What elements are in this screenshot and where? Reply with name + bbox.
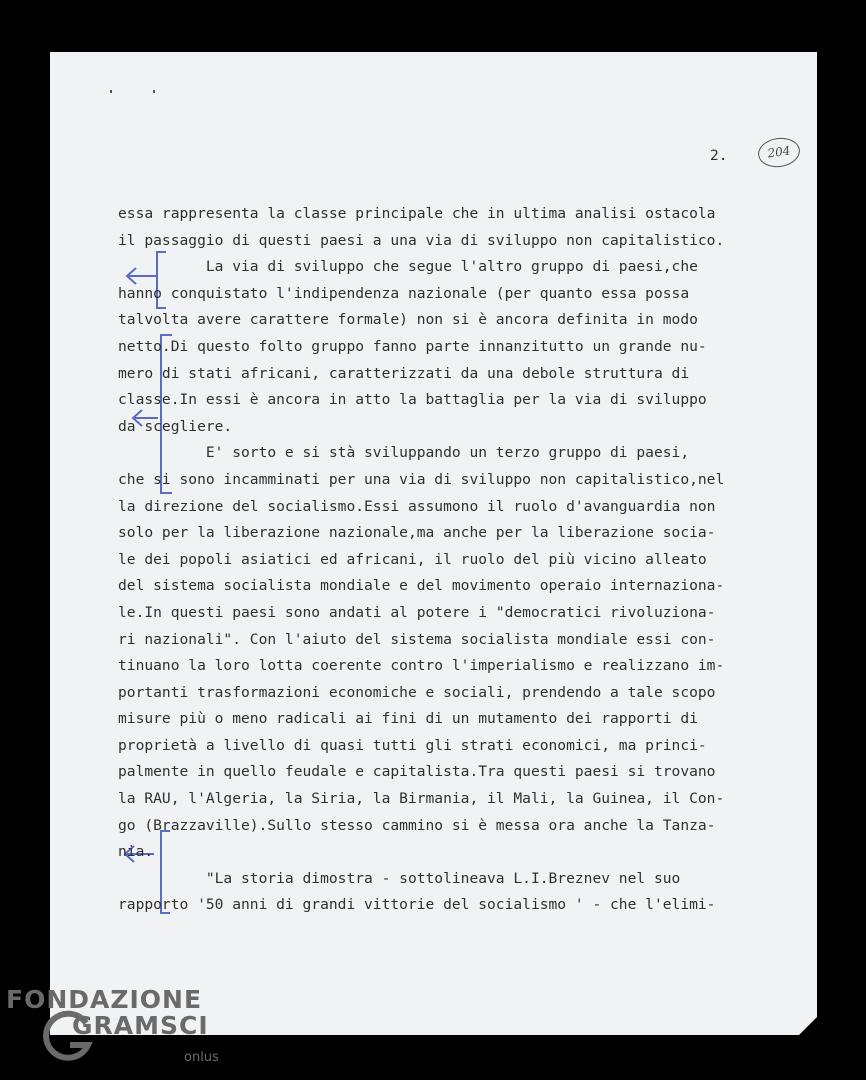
text-line: hanno conquistato l'indipendenza nazionale (per quanto essa possa [118, 284, 690, 302]
logo-suffix: onlus [184, 1050, 219, 1065]
text-line: tinuano la loro lotta coerente contro l'imperialismo e realizzano im- [118, 657, 725, 675]
logo-g-icon [40, 1009, 96, 1065]
page-corner [799, 1017, 817, 1035]
logo-line-1: FONDAZIONE [6, 985, 203, 1014]
text-line: E' sorto e si stà sviluppando un terzo gruppo di paesi, [118, 444, 690, 462]
text-line: classe.In essi è ancora in atto la battaglia per la via di sviluppo [118, 391, 707, 409]
text-line: solo per la liberazione nazionale,ma anche per la liberazione socia- [118, 524, 716, 542]
text-line: rapporto '50 anni di grandi vittorie del socialismo ' - che l'elimi- [118, 896, 716, 914]
watermark-logo [6, 985, 219, 1065]
logo-line-2: GRAMSCI [72, 1011, 209, 1040]
folio-stamp: 204 [756, 135, 802, 170]
punch-mark [153, 90, 155, 93]
text-line: go (Brazzaville).Sullo stesso cammino si è messa ora anche la Tanza- [118, 816, 716, 834]
text-line: talvolta avere carattere formale) non si è ancora definita in modo [118, 311, 698, 329]
text-line: nia. [118, 843, 154, 861]
text-line: che si sono incamminati per una via di sviluppo non capitalistico,nel [118, 470, 725, 488]
text-line: portanti trasformazioni economiche e sociali, prendendo a tale scopo [118, 683, 716, 701]
text-line: le dei popoli asiatici ed africani, il ruolo del più vicino alleato [118, 550, 707, 568]
text-line: "La storia dimostra - sottolineava L.I.Breznev nel suo [118, 869, 681, 887]
text-line: mero di stati africani, caratterizzati da una debole struttura di [118, 364, 690, 382]
text-line: le.In questi paesi sono andati al potere i "democratici rivoluziona- [118, 603, 716, 621]
typed-text [118, 201, 758, 919]
page-number: 2. [710, 148, 728, 164]
punch-mark [110, 90, 112, 93]
text-line: da scegliere. [118, 417, 233, 435]
text-line: ri nazionali". Con l'aiuto del sistema socialista mondiale essi con- [118, 630, 716, 648]
text-line: netto.Di questo folto gruppo fanno parte innanzitutto un grande nu- [118, 337, 707, 355]
text-line: La via di sviluppo che segue l'altro gruppo di paesi,che [118, 258, 698, 276]
text-line: la RAU, l'Algeria, la Siria, la Birmania, il Mali, la Guinea, il Con- [118, 790, 725, 808]
text-line: misure più o meno radicali ai fini di un mutamento dei rapporti di [118, 710, 698, 728]
text-line: la direzione del socialismo.Essi assumono il ruolo d'avanguardia non [118, 497, 716, 515]
text-line: essa rappresenta la classe principale che in ultima analisi ostacola [118, 205, 716, 222]
text-line: del sistema socialista mondiale e del movimento operaio internaziona- [118, 577, 725, 595]
text-line: il passaggio di questi paesi a una via di sviluppo non capitalistico. [118, 231, 725, 249]
text-line: palmente in quello feudale e capitalista.Tra questi paesi si trovano [118, 763, 716, 781]
text-line: proprietà a livello di quasi tutti gli strati economici, ma princi- [118, 736, 707, 754]
